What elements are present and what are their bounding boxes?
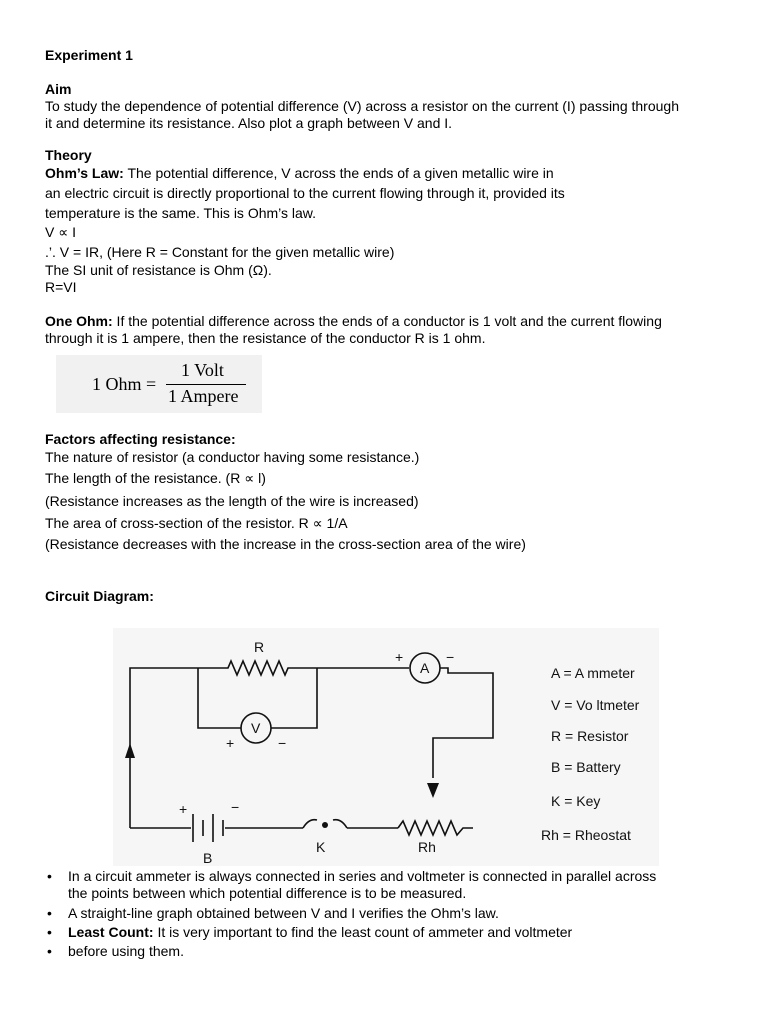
aim-heading: Aim: [45, 81, 72, 97]
current-arrow: [125, 743, 135, 758]
factor-line-1: The nature of resistor (a conductor having some resistance.): [45, 449, 420, 465]
document-body: [45, 47, 735, 605]
one-ohm-formula: [56, 355, 262, 413]
voltmeter-plus: +: [226, 735, 235, 751]
ammeter-plus: +: [395, 649, 404, 665]
factors-heading: Factors affecting resistance:: [45, 431, 236, 447]
wire-voltmeter-left: [198, 668, 241, 728]
legend-key: K = Key: [551, 793, 601, 809]
formula-denominator: 1 Ampere: [168, 386, 239, 406]
one-ohm-line-2: through it is 1 ampere, then the resistance of the conductor R is 1 ohm.: [45, 330, 486, 346]
battery-minus: −: [231, 799, 240, 815]
theory-heading: Theory: [45, 147, 92, 163]
ohms-law-line-1: Ohm’s Law: The potential difference, V across the ends of a given metallic wire in: [45, 165, 554, 181]
key-bracket-left: [303, 820, 317, 828]
label-r: R: [254, 639, 265, 655]
list-item: • In a circuit ammeter is always connected in series and voltmeter is connected in parallel across the points between which potential difference is to be measured.: [47, 868, 657, 901]
experiment-title: Experiment 1: [45, 47, 133, 63]
circuit-svg: [113, 628, 659, 866]
wire-top-left: [130, 668, 198, 676]
list-item: • A straight-line graph obtained between V and I verifies the Ohm’s law.: [47, 905, 499, 921]
list-item: • before using them.: [47, 943, 184, 959]
one-ohm-line-1: One Ohm: If the potential difference across the ends of a conductor is 1 volt and the current flowing: [45, 313, 662, 329]
rheostat-arrow: [427, 783, 439, 798]
aim-text-1: To study the dependence of potential difference (V) across a resistor on the current (I) passing through: [45, 98, 679, 114]
circuit-heading: Circuit Diagram:: [45, 588, 154, 604]
label-rh: Rh: [418, 839, 436, 855]
battery-plus: +: [179, 801, 188, 817]
ammeter-minus: −: [446, 649, 455, 665]
rheostat-rh: [398, 821, 473, 835]
formula-numerator: 1 Volt: [181, 360, 224, 380]
aim-text-2: it and determine its resistance. Also plot a graph between V and I.: [45, 115, 453, 131]
proportional-relation: V ∝ I: [45, 224, 77, 240]
ohms-law-line-2: an electric circuit is directly proportional to the current flowing through it, provided its: [45, 185, 565, 201]
legend-rheostat: Rh = Rheostat: [541, 827, 631, 843]
one-ohm-label: One Ohm:: [45, 313, 113, 329]
legend-voltmeter: V = Vo ltmeter: [551, 697, 640, 713]
formula-lhs: 1 Ohm =: [92, 374, 157, 394]
ohms-law-equation: .’. V = IR, (Here R = Constant for the given metallic wire): [45, 244, 395, 260]
label-k: K: [316, 839, 326, 855]
ohms-law-label: Ohm’s Law:: [45, 165, 124, 181]
voltmeter-minus: −: [278, 735, 287, 751]
wire-voltmeter-right: [271, 668, 317, 728]
notes-list: [45, 868, 735, 960]
key-bracket-right: [333, 820, 347, 828]
key-dot: [322, 822, 328, 828]
factor-line-5: (Resistance decreases with the increase in the cross-section area of the wire): [45, 536, 526, 552]
resistance-formula: R=VI: [45, 279, 77, 295]
factor-line-2: The length of the resistance. (R ∝ l): [45, 470, 266, 486]
resistor-r: [198, 661, 317, 675]
least-count-label: Least Count:: [68, 924, 154, 940]
legend-ammeter: A = A mmeter: [551, 665, 635, 681]
legend-battery: B = Battery: [551, 759, 621, 775]
wire-ammeter-to-rheostat: [433, 668, 493, 778]
label-b: B: [203, 850, 213, 866]
circuit-diagram: [113, 628, 659, 866]
factor-line-4: The area of cross-section of the resistor. R ∝ 1/A: [45, 515, 348, 531]
legend-resistor: R = Resistor: [551, 728, 629, 744]
ohms-law-line-3: temperature is the same. This is Ohm’s law.: [45, 205, 317, 221]
factor-line-3: (Resistance increases as the length of the wire is increased): [45, 493, 419, 509]
label-v: V: [251, 720, 261, 736]
fraction-bar: [166, 384, 246, 385]
si-unit-line: The SI unit of resistance is Ohm (Ω).: [45, 262, 272, 278]
list-item: • Least Count: It is very important to find the least count of ammeter and voltmeter: [47, 924, 573, 940]
label-a: A: [420, 660, 430, 676]
